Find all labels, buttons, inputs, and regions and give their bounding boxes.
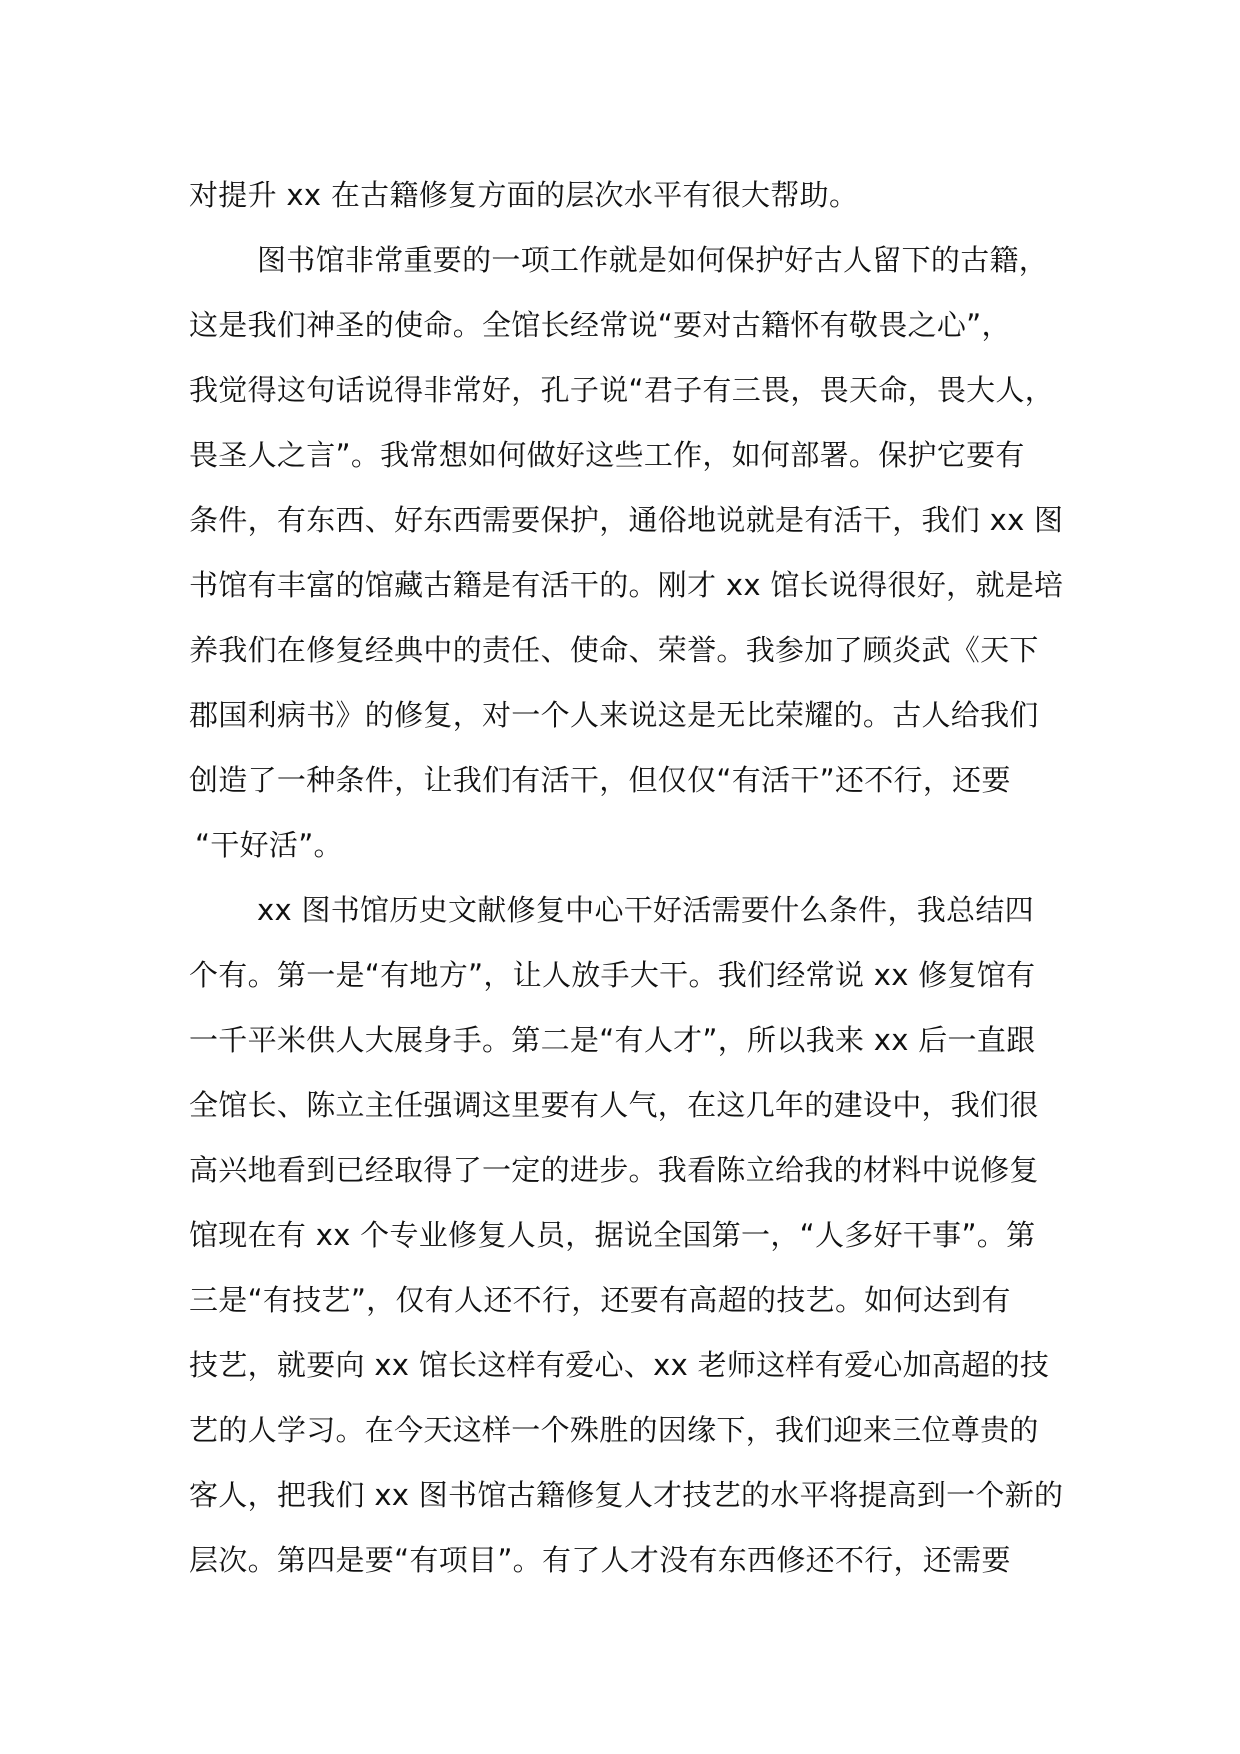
- text-line: 对提升 xx 在古籍修复方面的层次水平有很大帮助。: [189, 178, 859, 212]
- text-line: “干好活”。: [195, 828, 343, 862]
- text-line: 郡国利病书》的修复，对一个人来说这是无比荣耀的。古人给我们: [189, 698, 1039, 732]
- text-line: 我觉得这句话说得非常好，孔子说“君子有三畏，畏天命，畏大人，: [189, 373, 1055, 407]
- paragraph-start-line: 图书馆非常重要的一项工作就是如何保护好古人留下的古籍，: [257, 243, 1049, 277]
- paragraph-start-line: xx 图书馆历史文献修复中心干好活需要什么条件，我总结四: [257, 893, 1034, 927]
- text-line: 条件，有东西、好东西需要保护，通俗地说就是有活干，我们 xx 图: [189, 503, 1064, 537]
- text-line: 高兴地看到已经取得了一定的进步。我看陈立给我的材料中说修复: [189, 1153, 1039, 1187]
- text-line: 馆现在有 xx 个专业修复人员，据说全国第一，“人多好干事”。第: [189, 1218, 1036, 1252]
- text-line: 畏圣人之言”。我常想如何做好这些工作，如何部署。保护它要有: [189, 438, 1025, 472]
- text-line: 层次。第四是要“有项目”。有了人才没有东西修还不行，还需要: [189, 1543, 1011, 1577]
- text-line: 书馆有丰富的馆藏古籍是有活干的。刚才 xx 馆长说得很好，就是培: [189, 568, 1064, 602]
- text-line: 养我们在修复经典中的责任、使命、荣誉。我参加了顾炎武《天下: [189, 633, 1039, 667]
- body-text: [189, 163, 1089, 1593]
- text-line: 个有。第一是“有地方”，让人放手大干。我们经常说 xx 修复馆有: [189, 958, 1036, 992]
- text-line: 客人，把我们 xx 图书馆古籍修复人才技艺的水平将提高到一个新的: [189, 1478, 1064, 1512]
- text-line: 一千平米供人大展身手。第二是“有人才”，所以我来 xx 后一直跟: [189, 1023, 1036, 1057]
- text-line: 艺的人学习。在今天这样一个殊胜的因缘下，我们迎来三位尊贵的: [189, 1413, 1039, 1447]
- text-line: 创造了一种条件，让我们有活干，但仅仅“有活干”还不行，还要: [189, 763, 1011, 797]
- text-line: 这是我们神圣的使命。全馆长经常说“要对古籍怀有敬畏之心”，: [189, 308, 1011, 342]
- text-line: 全馆长、陈立主任强调这里要有人气，在这几年的建设中，我们很: [189, 1088, 1039, 1122]
- text-line: 三是“有技艺”，仅有人还不行，还要有高超的技艺。如何达到有: [189, 1283, 1011, 1317]
- text-line: 技艺，就要向 xx 馆长这样有爱心、xx 老师这样有爱心加高超的技: [189, 1348, 1050, 1382]
